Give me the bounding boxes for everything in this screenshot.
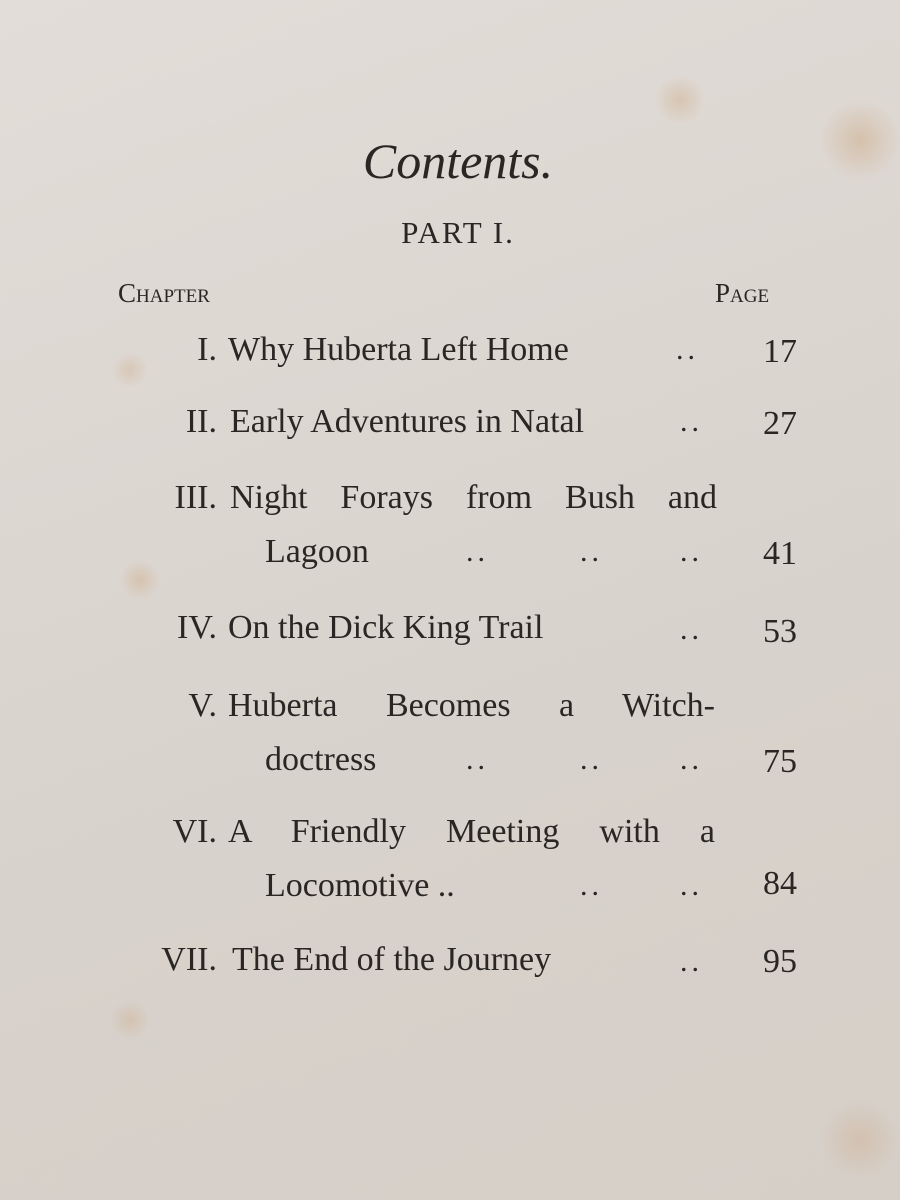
leader-dots: .. — [466, 535, 489, 568]
chapter-numeral: VI. — [172, 813, 217, 850]
leader-dots: .. — [680, 535, 703, 568]
leader-dots: .. — [580, 869, 603, 902]
page-number: 41 — [763, 535, 797, 572]
chapter-numeral: IV. — [177, 609, 217, 646]
page-number: 84 — [763, 865, 797, 902]
chapter-title: Night Forays from Bush and — [230, 479, 717, 516]
chapter-title-continued: Locomotive .. — [265, 867, 455, 904]
chapter-title: A Friendly Meeting with a — [228, 813, 715, 850]
page-title: Contents. — [362, 133, 554, 189]
leader-dots: .. — [466, 743, 489, 776]
page-number: 27 — [763, 405, 797, 442]
chapter-column-header: Chapter — [118, 278, 210, 308]
part-heading: PART I. — [401, 215, 515, 250]
chapter-title-continued: Lagoon — [265, 533, 369, 570]
chapter-title-continued: doctress — [265, 741, 377, 778]
chapter-numeral: I. — [197, 331, 217, 368]
leader-dots: .. — [680, 743, 703, 776]
leader-dots: .. — [680, 945, 703, 978]
leader-dots: .. — [680, 405, 703, 438]
chapter-numeral: III. — [174, 479, 217, 516]
chapter-title: On the Dick King Trail — [228, 609, 544, 646]
leader-dots: .. — [580, 743, 603, 776]
chapter-title: Early Adventures in Natal — [230, 403, 585, 440]
leader-dots: .. — [680, 869, 703, 902]
leader-dots: .. — [680, 613, 703, 646]
page-number: 17 — [763, 333, 797, 370]
chapter-numeral: VII. — [161, 941, 217, 978]
page-number: 75 — [763, 743, 797, 780]
leader-dots: .. — [580, 535, 603, 568]
page-column-header: Page — [715, 278, 770, 308]
leader-dots: .. — [676, 333, 699, 366]
chapter-numeral: V. — [188, 687, 217, 724]
page-number: 95 — [763, 943, 797, 980]
chapter-title: Huberta Becomes a Witch- — [228, 687, 715, 724]
chapter-numeral: II. — [185, 403, 217, 440]
page-number: 53 — [763, 613, 797, 650]
chapter-title: Why Huberta Left Home — [228, 331, 569, 368]
chapter-title: The End of the Journey — [232, 941, 552, 978]
